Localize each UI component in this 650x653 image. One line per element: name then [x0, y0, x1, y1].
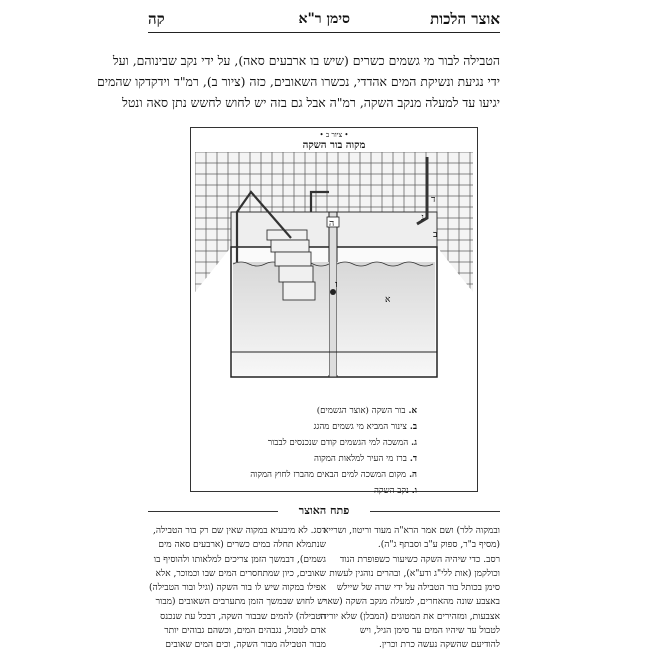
footnote-line: אצבעות, ומזהירים את המטוגים (המבלן) שלא יורידו [320, 611, 500, 622]
footnote-line: סימן בכותל בור הטבילה על ידי שרה של שיילש [336, 583, 500, 594]
label-v: ו [335, 280, 338, 290]
main-text [97, 50, 500, 113]
footnote-line: לטבול עד שיהיו המים עד סימן הגיל, ויש [359, 626, 500, 637]
figure-title: מקוה בור השקה [302, 140, 366, 151]
label-b: ב [433, 230, 438, 240]
footnote-column-right [320, 524, 500, 653]
footnote-line: באצבע שונה מהאחרים, למעלה מנקב השקה (שאר [322, 597, 500, 608]
running-header [148, 10, 500, 32]
label-g: ג [421, 213, 424, 223]
footnote-column-left [148, 524, 326, 653]
body-line: ידי נגיעת ונשיקת המים אהדדי, נכשרו השאובים, כזה (ציור ב), רמ"ד וידקדקו שהמים [97, 74, 500, 89]
label-d: ד [431, 195, 436, 205]
legend-item: ב.צינור המביא מי גשמים מהגג [313, 422, 417, 432]
footnote-line: ובמקוה ללר) ושם אמר הרא"ה מעוד וריטוז, ושרייא [323, 526, 500, 536]
footnote-line: אדם לטבול, נגבהים המים, וכשהם גבוהים יותר [164, 626, 326, 637]
footnote-line: יש לחוש שבמשך הזמן מתערבים השאובים (מבור [155, 597, 326, 608]
legend-item: ג.המשכה למי הגשמים קודם שנכנסים לבבור [267, 438, 417, 448]
footnote-line: וכולקמן (אות ללי"ג ודע"א), ובהרים נוהגין לעשות [329, 568, 500, 579]
section-divider [148, 504, 500, 518]
legend-item: א.בור השקה (אוצר הגשמים) [316, 406, 417, 416]
footnote-line: להודיעם שהשקה נעשה כרת וכרין. [379, 640, 500, 651]
footnote-line: (מסיף ב"ר, ספוק ע"ב וסבתף ג"ה). [377, 540, 500, 551]
footnote-line: אפילו במקוה שיש לו בור השקה (וגיל ובור הטבילה) [149, 583, 326, 594]
footnote-line: רסב. כדי שיהיה השקה כשיעור כשפופרת הנוד [339, 554, 500, 565]
label-h: ה [329, 219, 335, 229]
right-wall-tiles [437, 152, 473, 292]
figure-legend [250, 403, 417, 499]
figure-tag: • ציור ב • [319, 131, 349, 139]
legend-item: ו.נקב השקה [373, 486, 417, 496]
header-rule [148, 32, 500, 33]
footnote-line: שאובים, כיון שמתחסרים המים שבו וכמוכר, אלא [155, 568, 326, 579]
mikveh-figure [190, 127, 478, 496]
footnote-line: מבור הטבילה מבור השקה, וכים המים שאובים [165, 640, 326, 651]
body-line: הטבילה לבור מי גשמים כשרים (שיש בו ארבעים סאה), על ידי נקב שבינוהם, ועל [112, 53, 500, 68]
footnote-line: שנתמלא תחלה במים כשרים (ארבעים סאה מים [158, 540, 326, 551]
book-title: אוצר הלכות [430, 10, 500, 28]
label-a: א [385, 295, 391, 305]
legend-item: ה.מקום המשכה למים הבאים מהברז לחוץ המקוה [250, 470, 417, 480]
footnote-line: הטבילה) להמים שבבור השקה, דבכל עת שנכנס [160, 611, 326, 622]
mikveh-illustration [195, 152, 473, 402]
siman-label: סימן ר"א [298, 11, 350, 27]
left-wall-tiles [195, 152, 231, 292]
section-heading: פתח האוצר [298, 504, 350, 517]
footnote-line: רסג. לא מיבעיא במקוה שאין שם רק בור הטבילה, [153, 526, 326, 536]
footnote-line: גשמים), דבמשך הזמן צריכים למלאותו ולהוסיף בו [153, 554, 326, 565]
legend-item: ד.ברז מי העיר למלאות המקוה [314, 454, 417, 464]
page-number: קה [148, 10, 165, 28]
body-line: יגיעו עד למעלה מנקב השקה, רמ"ה אבל גם בזה יש לחוש לחשש נתן סאה ונטל [122, 95, 500, 110]
